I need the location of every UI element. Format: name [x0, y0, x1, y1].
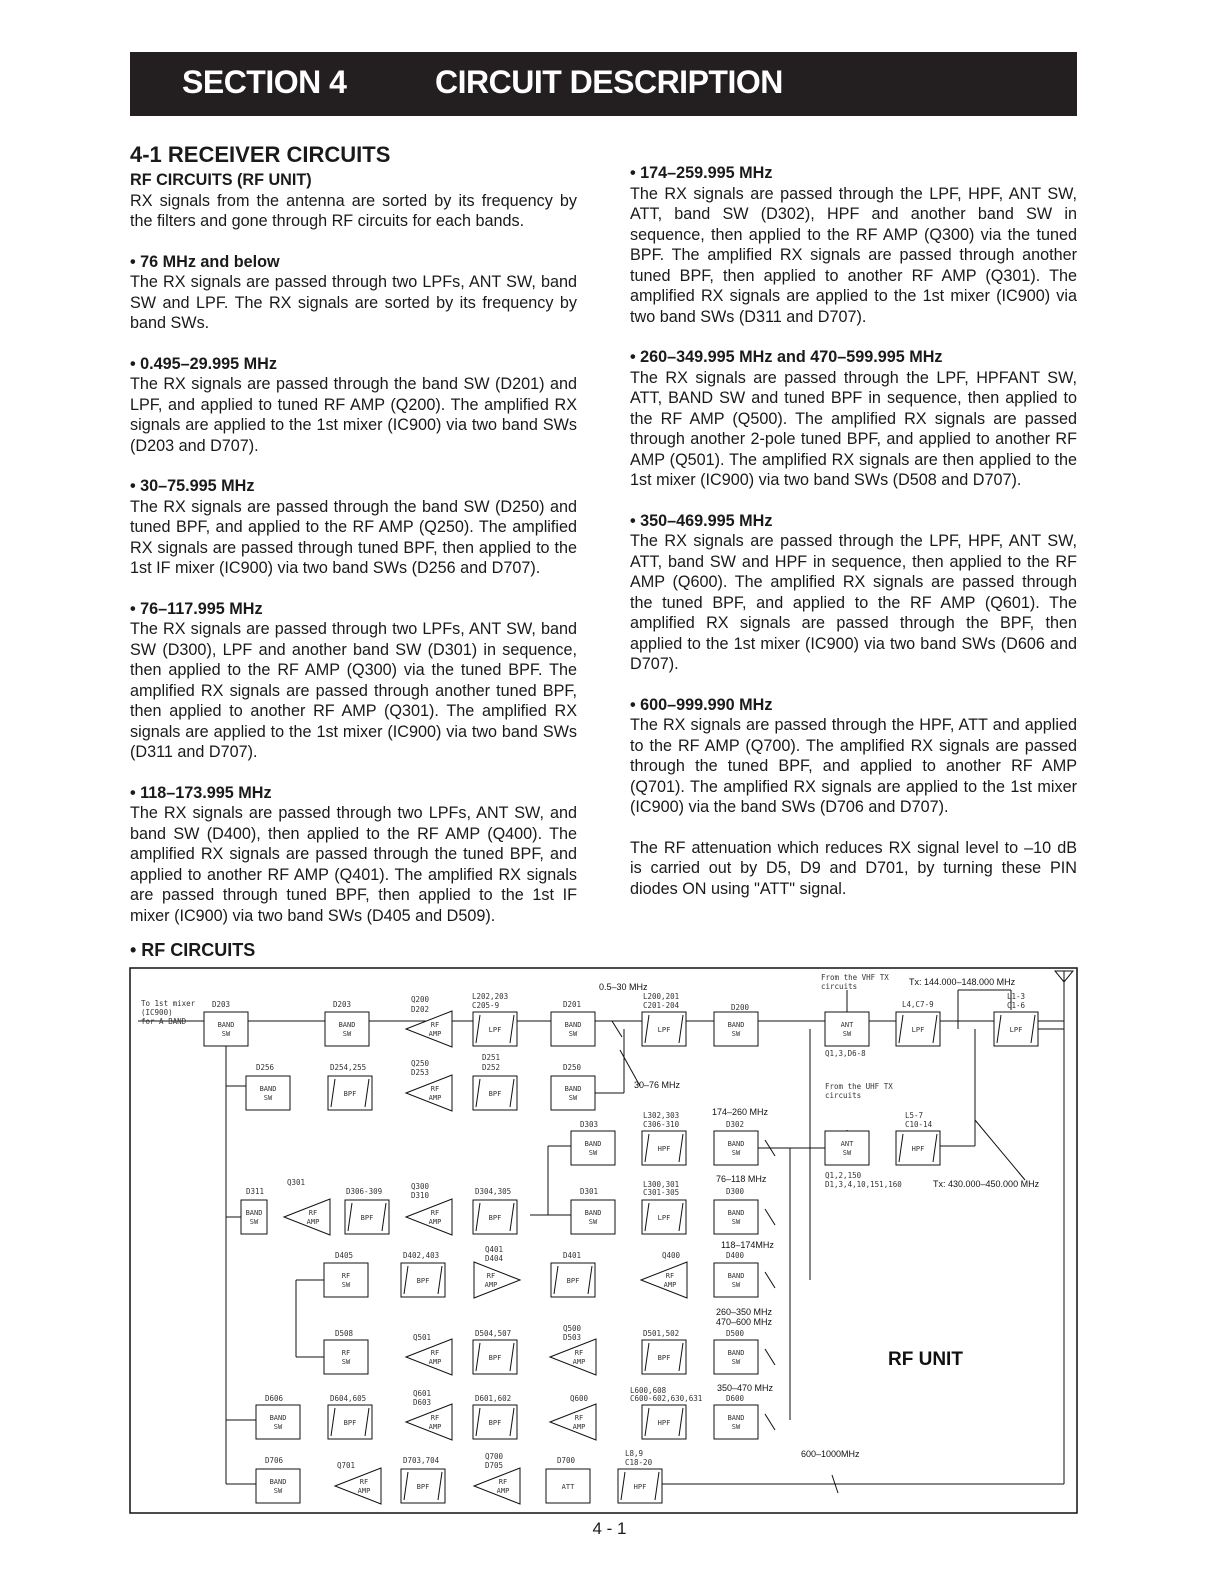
block-label: BAND	[217, 1021, 235, 1029]
block-label: RF	[665, 1272, 675, 1280]
rf-amp-block	[550, 1404, 596, 1440]
part-ref-label: C306-310	[643, 1120, 680, 1129]
part-ref-label: D400	[726, 1251, 745, 1260]
freq-label: 600–1000MHz	[801, 1449, 860, 1459]
freq-label: 76–118 MHz	[716, 1174, 767, 1184]
block-label: HPF	[911, 1145, 925, 1153]
block-label: BAND	[245, 1209, 263, 1217]
part-ref-label: D1,3,4,10,151,160	[825, 1180, 902, 1189]
block-label: AMP	[572, 1358, 586, 1366]
freq-label: 174–260 MHz	[712, 1107, 769, 1117]
block-label: RF	[430, 1349, 440, 1357]
part-ref-label: L202,203	[472, 992, 509, 1001]
block-label: BPF	[488, 1214, 502, 1222]
part-ref-label: D601,602	[475, 1394, 512, 1403]
block-label: SW	[263, 1094, 273, 1102]
part-ref-label: D606	[265, 1394, 284, 1403]
block-label: LPF	[657, 1026, 671, 1034]
part-ref-label: Q250	[411, 1059, 430, 1068]
bpf-block	[473, 1340, 517, 1374]
band-block	[714, 1405, 758, 1439]
block-label: BPF	[343, 1419, 357, 1427]
part-ref-label: D311	[246, 1187, 265, 1196]
part-ref-label: Q501	[413, 1333, 432, 1342]
part-ref-label: D202	[411, 1005, 430, 1014]
bpf-block	[642, 1340, 686, 1374]
band-text: The RX signals are passed through the band SW (D250) and tuned BPF, and applied to the RF AMP (Q250). The amplified RX signals are passed through tuned BPF, then applied to the 1st IF mixer (IC900) via two band SWs (D256 and D707).	[130, 497, 577, 577]
part-ref-label: L4,C7-9	[902, 1000, 934, 1009]
block-label: SW	[588, 1149, 598, 1157]
part-ref-label: Q401	[485, 1245, 504, 1254]
block-label: BPF	[488, 1090, 502, 1098]
band-text: The RX signals are passed through two LPFs, ANT SW, and band SW (D400), then applied to the RF AMP (Q400). The amplified RX signals are passed through the tuned BPF, and applied to another RF AMP (Q401). The amplified RX signals are passed through tuned BPF, then applied to the 1st IF mixer (IC900) via two band SWs (D405 and D509).	[130, 804, 577, 925]
part-ref-label: L300,301	[643, 1180, 680, 1189]
block-label: RF	[430, 1085, 440, 1093]
diagram-blocks	[204, 1011, 1038, 1504]
band-text: The RX signals are passed through the band SW (D201) and LPF, and applied to tuned RF AMP (Q200). The amplified RX signals are applied to the 1st mixer (IC900) via two band SWs (D203 and D707).	[130, 375, 577, 455]
part-ref-label: D600	[726, 1394, 745, 1403]
part-ref-label: Q400	[662, 1251, 681, 1260]
part-ref-label: D603	[413, 1398, 432, 1407]
rfsw-block	[324, 1263, 368, 1297]
block-label: RF	[430, 1021, 440, 1029]
part-ref-label: Q700	[485, 1452, 504, 1461]
bpf-block	[328, 1076, 372, 1110]
bpf-block	[473, 1076, 517, 1110]
block-label: HPF	[657, 1419, 671, 1427]
part-ref-label: D310	[411, 1191, 430, 1200]
part-ref-label: D501,502	[643, 1329, 680, 1338]
part-ref-label: C301-305	[643, 1188, 680, 1197]
block-label: AMP	[496, 1487, 510, 1495]
block-label: RF	[359, 1478, 369, 1486]
part-ref-label: Q600	[570, 1394, 589, 1403]
block-label: SW	[588, 1218, 598, 1226]
part-ref-label: D203	[333, 1000, 352, 1009]
freq-label: 260–350 MHz	[716, 1307, 773, 1317]
block-label: BAND	[338, 1021, 356, 1029]
block-label: SW	[731, 1030, 741, 1038]
from-vhf-label: circuits	[821, 982, 858, 991]
band-block	[551, 1012, 595, 1046]
rf-amp-block	[406, 1339, 452, 1375]
block-label: SW	[249, 1218, 259, 1226]
part-ref-label: D706	[265, 1456, 284, 1465]
block-label: AMP	[428, 1094, 442, 1102]
part-ref-label: D503	[563, 1333, 582, 1342]
part-ref-label: D200	[731, 1003, 750, 1012]
part-ref-label: D508	[335, 1329, 354, 1338]
part-ref-label: D253	[411, 1068, 430, 1077]
part-ref-label: C201-204	[643, 1001, 680, 1010]
rf-unit-label: RF UNIT	[888, 1349, 963, 1370]
part-ref-label: Q601	[413, 1389, 432, 1398]
block-label: SW	[221, 1030, 231, 1038]
band-block	[714, 1012, 758, 1046]
part-ref-label: D405	[335, 1251, 354, 1260]
lpf-block	[896, 1012, 940, 1046]
part-ref-label: C10-14	[905, 1120, 933, 1129]
freq-label: 0.5–30 MHz	[599, 982, 648, 992]
block-label: BPF	[416, 1277, 430, 1285]
part-ref-label: D700	[557, 1456, 576, 1465]
band-block	[571, 1200, 615, 1234]
freq-label: 118–174MHz	[721, 1240, 774, 1250]
freq-label: 470–600 MHz	[716, 1317, 773, 1327]
lpf-block	[994, 1012, 1038, 1046]
band-title: • 76 MHz and below	[130, 252, 280, 271]
block-label: BAND	[259, 1085, 277, 1093]
band-block	[204, 1012, 248, 1046]
part-ref-label: D402,403	[403, 1251, 440, 1260]
part-ref-label: Q301	[287, 1178, 306, 1187]
block-label: BAND	[727, 1209, 745, 1217]
band-block	[256, 1405, 300, 1439]
block-label: SW	[341, 1358, 351, 1366]
bpf-block	[473, 1200, 517, 1234]
lpf-block	[642, 1200, 686, 1234]
block-label: LPF	[1009, 1026, 1023, 1034]
block-label: BAND	[727, 1349, 745, 1357]
part-ref-label: D504,507	[475, 1329, 512, 1338]
to-mixer-label: for A BAND	[141, 1017, 187, 1026]
att-note: The RF attenuation which reduces RX signal level to –10 dB is carried out by D5, D9 and D701, by turning these PIN diodes ON using "ATT" signal.	[630, 838, 1077, 898]
hpf-block	[896, 1131, 940, 1165]
block-label: RF	[574, 1349, 584, 1357]
part-ref-label: D300	[726, 1187, 745, 1196]
block-label: RF	[341, 1272, 351, 1280]
block-label: LPF	[911, 1026, 925, 1034]
rf-amp-block	[335, 1468, 381, 1504]
part-ref-label: L302,303	[643, 1111, 680, 1120]
block-label: SW	[842, 1030, 852, 1038]
block-label: AMP	[663, 1281, 677, 1289]
from-uhf-label: From the UHF TX	[825, 1082, 893, 1091]
block-label: BPF	[416, 1483, 430, 1491]
block-label: RF	[430, 1414, 440, 1422]
block-label: BAND	[727, 1272, 745, 1280]
block-label: SW	[342, 1030, 352, 1038]
part-ref-label: Q500	[563, 1324, 582, 1333]
part-ref-label: D703,704	[403, 1456, 440, 1465]
rf-amp-block	[550, 1339, 596, 1375]
rf-amp-block	[641, 1262, 687, 1298]
part-ref-label: D304,305	[475, 1187, 512, 1196]
part-ref-label: D302	[726, 1120, 745, 1129]
block-label: SW	[731, 1218, 741, 1226]
part-ref-label: D303	[580, 1120, 599, 1129]
bpf-block	[551, 1263, 595, 1297]
hpf-block	[618, 1469, 662, 1503]
part-ref-label: D705	[485, 1461, 504, 1470]
block-label: RF	[574, 1414, 584, 1422]
block-label: AMP	[428, 1358, 442, 1366]
band-block	[714, 1200, 758, 1234]
from-vhf-label: From the VHF TX	[821, 973, 889, 982]
bpf-block	[401, 1263, 445, 1297]
subheading: RF CIRCUITS (RF UNIT)	[130, 171, 312, 189]
band-title: • 0.495–29.995 MHz	[130, 354, 277, 373]
part-ref-label: D252	[482, 1063, 501, 1072]
rf-amp-block	[406, 1199, 452, 1235]
block-label: BAND	[269, 1478, 287, 1486]
block-label: AMP	[428, 1030, 442, 1038]
block-label: BAND	[269, 1414, 287, 1422]
block-label: BPF	[488, 1354, 502, 1362]
block-label: AMP	[306, 1218, 320, 1226]
lpf-block	[473, 1012, 517, 1046]
band-title: • 350–469.995 MHz	[630, 511, 773, 530]
hpf-block	[642, 1405, 686, 1439]
band-block	[571, 1131, 615, 1165]
section-title: CIRCUIT DESCRIPTION	[435, 64, 783, 100]
block-label: BAND	[727, 1414, 745, 1422]
band-block	[551, 1076, 595, 1110]
band-block	[714, 1131, 758, 1165]
bpf-block	[328, 1405, 372, 1439]
band-text: The RX signals are passed through two LPFs, ANT SW, band SW (D300), LPF and another band SW (D301) in sequence, then applied to the RF AMP (Q300) via the tuned BPF. The amplified RX signals are passed through another tuned BPF, then applied to another RF AMP (Q301). The amplified RX signals are applied to the 1st mixer (IC900) via two band SWs (D311 and D707).	[130, 620, 577, 761]
block-label: HPF	[657, 1145, 671, 1153]
block-label: HPF	[633, 1483, 647, 1491]
band-text: The RX signals are passed through two LPFs, ANT SW, band SW and LPF. The RX signals are sorted by its frequency by band SWs.	[130, 273, 577, 332]
band-block	[241, 1200, 267, 1234]
part-ref-label: Q200	[411, 995, 430, 1004]
rfsw-block	[324, 1340, 368, 1374]
block-label: AMP	[357, 1487, 371, 1495]
block-label: LPF	[488, 1026, 502, 1034]
part-ref-label: L1-3	[1007, 992, 1026, 1001]
band-text: The RX signals are passed through the LPF, HPFANT SW, ATT, BAND SW and tuned BPF in sequence, then applied to the RF AMP (Q500). The amplified RX signals are passed through another 2-pole tuned BPF, and applied to another RF AMP (Q501). The amplified RX signals are then applied to the 1st mixer (IC900) via two band SWs (D508 and D707).	[630, 368, 1077, 489]
band-title: • 174–259.995 MHz	[630, 164, 773, 182]
hpf-block	[642, 1131, 686, 1165]
block-label: BAND	[564, 1085, 582, 1093]
part-ref-label: C205-9	[472, 1001, 500, 1010]
rf-amp-block	[406, 1011, 452, 1047]
rf-amp-block	[406, 1075, 452, 1111]
block-label: SW	[731, 1149, 741, 1157]
rf-amp-block	[284, 1199, 330, 1235]
rf-amp-block	[474, 1262, 520, 1298]
block-label: AMP	[572, 1423, 586, 1431]
freq-label: 350–470 MHz	[717, 1383, 774, 1393]
band-title: • 118–173.995 MHz	[130, 783, 272, 802]
band-block	[325, 1012, 369, 1046]
block-label: BPF	[343, 1090, 357, 1098]
block-label: LPF	[657, 1214, 671, 1222]
part-ref-label: L8,9	[625, 1449, 644, 1458]
band-block	[246, 1076, 290, 1110]
block-label: SW	[731, 1423, 741, 1431]
part-ref-label: D500	[726, 1329, 745, 1338]
part-ref-label: L5-7	[905, 1111, 924, 1120]
part-ref-label: D301	[580, 1187, 599, 1196]
part-ref-label: D203	[212, 1000, 231, 1009]
part-ref-label: D254,255	[330, 1063, 367, 1072]
part-ref-label: L600,608	[630, 1386, 667, 1395]
block-label: BAND	[727, 1140, 745, 1148]
band-text: The RX signals are passed through the HPF, ATT and applied to the RF AMP (Q700). The amplified RX signals are passed through the tuned BPF, and applied to another RF AMP (Q701). The amplified RX signals are applied to the 1st mixer (IC900) via the band SWs (D706 and D707).	[630, 716, 1077, 816]
block-label: ANT	[840, 1140, 854, 1148]
block-label: BAND	[584, 1209, 602, 1217]
band-title: • 260–349.995 MHz and 470–599.995 MHz	[630, 348, 943, 366]
block-label: AMP	[428, 1423, 442, 1431]
bpf-block	[473, 1405, 517, 1439]
part-ref-label: C1-6	[1007, 1001, 1026, 1010]
lpf-block	[642, 1012, 686, 1046]
block-label: AMP	[484, 1281, 498, 1289]
rf-amp-block	[406, 1404, 452, 1440]
freq-label: Tx: 144.000–148.000 MHz	[909, 977, 1016, 987]
block-label: BAND	[564, 1021, 582, 1029]
part-ref-label: D251	[482, 1053, 501, 1062]
rf-circuits-heading: • RF CIRCUITS	[130, 940, 256, 960]
freq-label: 30–76 MHz	[634, 1080, 681, 1090]
to-mixer-label: To 1st mixer	[141, 999, 196, 1008]
block-label: SW	[568, 1030, 578, 1038]
block-label: RF	[308, 1209, 318, 1217]
band-title: • 600–999.990 MHz	[630, 695, 773, 714]
block-label: BPF	[566, 1277, 580, 1285]
part-ref-label: D604,605	[330, 1394, 367, 1403]
antsw-block	[825, 1012, 869, 1046]
block-label: SW	[273, 1487, 283, 1495]
freq-label: Tx: 430.000–450.000 MHz	[933, 1179, 1040, 1189]
part-ref-label: Q300	[411, 1182, 430, 1191]
band-block	[714, 1263, 758, 1297]
part-ref-label: Q701	[337, 1461, 356, 1470]
rf-amp-block	[474, 1468, 520, 1504]
block-label: BAND	[584, 1140, 602, 1148]
part-ref-label: D404	[485, 1254, 504, 1263]
page-heading: 4-1 RECEIVER CIRCUITS	[130, 142, 391, 167]
part-ref-label: C600-602,630,631	[630, 1394, 703, 1403]
band-text: The RX signals are passed through the LPF, HPF, ANT SW, ATT, band SW (D302), HPF and another band SW in sequence, then applied to the RF AMP (Q300) via the tuned BPF. The amplified RX signals are passed through another tuned BPF, then applied to another RF AMP (Q301). The amplified RX signals are applied to the 1st mixer (IC900) via two band SWs (D311 and D707).	[630, 184, 1077, 326]
band-block	[256, 1469, 300, 1503]
block-label: BPF	[657, 1354, 671, 1362]
block-label: SW	[273, 1423, 283, 1431]
band-text: The RX signals are passed through the LPF, HPF, ANT SW, ATT, band SW and HPF in sequence, then applied to the RF AMP (Q600). The amplified RX signals are passed through the tuned BPF, and applied to the RF AMP (Q601). The amplified RX signals are passed through the BPF, then applied to the 1st mixer (IC900) via two band SWs (D606 and D707).	[630, 532, 1077, 673]
intro-text: RX signals from the antenna are sorted by its frequency by the filters and gone through RF circuits for each bands.	[130, 191, 577, 230]
block-label: SW	[731, 1281, 741, 1289]
block-label: RF	[498, 1478, 508, 1486]
part-ref-label: D201	[563, 1000, 582, 1009]
block-label: RF	[486, 1272, 496, 1280]
block-label: SW	[568, 1094, 578, 1102]
antenna-icon	[1055, 971, 1073, 1484]
block-label: ATT	[561, 1483, 575, 1491]
band-title: • 30–75.995 MHz	[130, 477, 255, 495]
block-label: SW	[842, 1149, 852, 1157]
block-label: BPF	[488, 1419, 502, 1427]
band-title: • 76–117.995 MHz	[130, 599, 263, 618]
block-label: AMP	[428, 1218, 442, 1226]
block-label: RF	[430, 1209, 440, 1217]
block-label: ANT	[840, 1021, 854, 1029]
block-label: BPF	[360, 1214, 374, 1222]
part-ref-label: Q1,3,D6-8	[825, 1049, 866, 1058]
part-ref-label: L200,201	[643, 992, 680, 1001]
antsw-block	[825, 1131, 869, 1165]
page-number: 4 - 1	[592, 1519, 627, 1538]
att-block	[546, 1469, 590, 1503]
block-label: SW	[731, 1358, 741, 1366]
part-ref-label: D401	[563, 1251, 582, 1260]
part-ref-label: D306-309	[346, 1187, 383, 1196]
block-label: SW	[341, 1281, 351, 1289]
part-ref-label: D256	[256, 1063, 275, 1072]
block-label: BAND	[727, 1021, 745, 1029]
section-number: SECTION 4	[182, 64, 347, 100]
part-ref-label: C18-20	[625, 1458, 653, 1467]
part-ref-label: D250	[563, 1063, 582, 1072]
bpf-block	[345, 1200, 389, 1234]
band-block	[714, 1340, 758, 1374]
block-label: RF	[341, 1349, 351, 1357]
to-mixer-label: (IC900)	[141, 1008, 173, 1017]
part-ref-label: Q1,2,150	[825, 1171, 862, 1180]
from-uhf-label: circuits	[825, 1091, 862, 1100]
bpf-block	[401, 1469, 445, 1503]
